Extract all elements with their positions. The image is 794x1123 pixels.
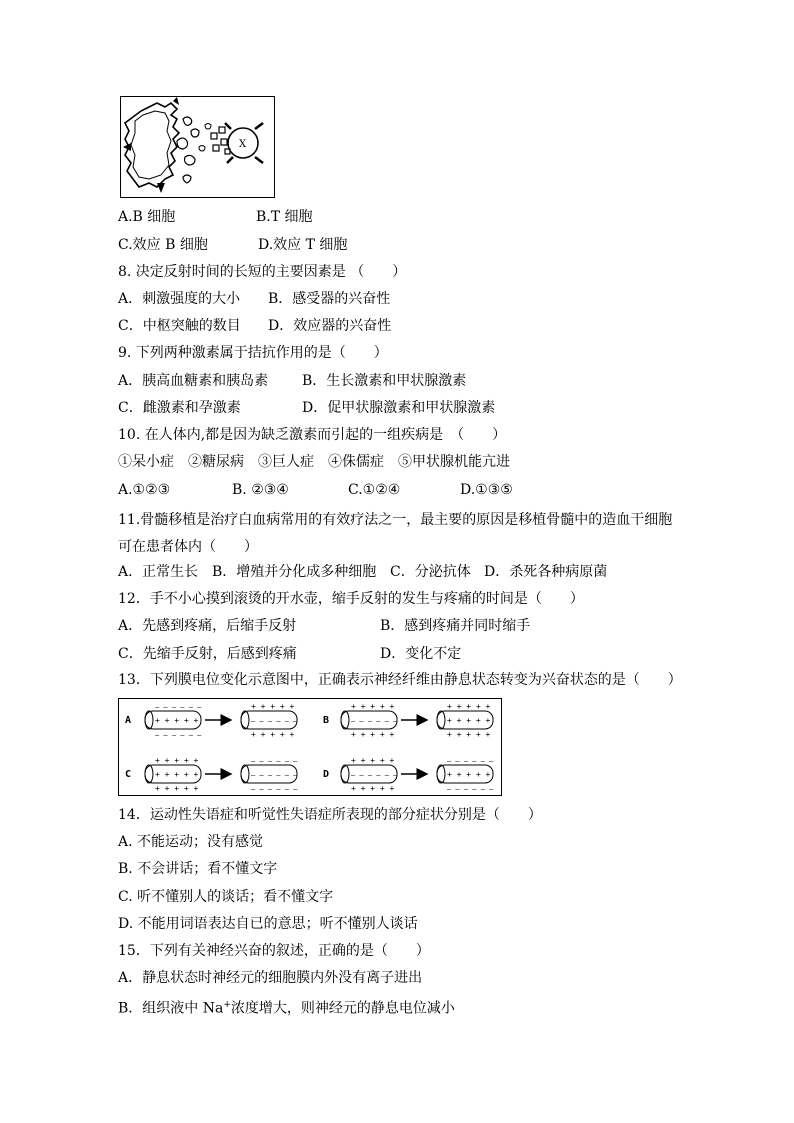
svg-text:+ + + + +: + + + + + [155, 756, 199, 765]
svg-text:+ + + + +: + + + + + [155, 784, 199, 793]
q12-option-b: B．感到疼痛并同时缩手 [380, 618, 531, 634]
q10-items: ①呆小症 ②糖尿病 ③巨人症 ④侏儒症 ⑤甲状腺机能亢进 [118, 454, 510, 470]
q7-option-b: B.T 细胞 [256, 209, 313, 225]
svg-text:+ + + + +: + + + + + [447, 716, 491, 725]
svg-text:– – – – – –: – – – – – – [251, 717, 298, 725]
q11-option-a: A．正常生长 [118, 564, 199, 580]
q10-option-d: D.①③⑤ [460, 482, 513, 498]
svg-text:– – – – – –: – – – – – – [447, 757, 494, 765]
q15-stem: 15．下列有关神经兴奋的叙述，正确的是（ ） [118, 943, 430, 959]
q10-option-c: C.①②④ [348, 482, 401, 498]
q10-stem: 10. 在人体内,都是因为缺乏激素而引起的一组疾病是 （ ） [118, 427, 507, 443]
q9-option-b: B．生长激素和甲状腺激素 [302, 373, 467, 389]
svg-text:– – – – – –: – – – – – – [251, 771, 298, 779]
q7-option-a: A.B 细胞 [118, 209, 176, 225]
svg-text:+ + + + +: + + + + + [351, 730, 395, 739]
q12-option-a: A．先感到疼痛，后缩手反射 [118, 618, 297, 634]
q11-option-b: B．增殖并分化成多种细胞 [212, 564, 377, 580]
q14-option-c: C. 听不懂别人的谈话；看不懂文字 [118, 889, 334, 905]
q8-stem: 8. 决定反射时间的长短的主要因素是 （ ） [118, 264, 407, 280]
svg-text:+ + + + +: + + + + + [251, 730, 295, 739]
q15-option-b-pre: B．组织液中 Na [118, 1000, 224, 1017]
svg-text:+ + + + +: + + + + + [251, 702, 295, 711]
q7-option-c: C.效应 B 细胞 [118, 237, 208, 253]
svg-text:– – – – – –: – – – – – – [351, 771, 398, 779]
q8-option-d: D．效应器的兴奋性 [268, 318, 392, 334]
q7-option-d: D.效应 T 细胞 [258, 237, 348, 253]
q15-option-b-post: 浓度增大，则神经元的静息电位减小 [230, 1000, 455, 1017]
q14-option-a: A. 不能运动；没有感觉 [118, 834, 264, 850]
q10-option-b: B. ②③④ [232, 482, 289, 498]
q11-option-c: C．分泌抗体 [390, 564, 471, 580]
svg-text:+ + + + +: + + + + + [447, 770, 491, 779]
sodium-superscript: + [223, 1000, 231, 1010]
svg-text:+ + + + +: + + + + + [155, 716, 199, 725]
svg-text:+ + + + +: + + + + + [351, 784, 395, 793]
svg-text:– – – – – –: – – – – – – [251, 757, 298, 765]
x-cell-label: X [239, 139, 247, 150]
membrane-potential-figure [118, 698, 502, 796]
q12-option-c: C．先缩手反射，后感到疼痛 [118, 646, 297, 662]
panel-label-c: C [125, 769, 132, 780]
svg-text:+ + + + +: + + + + + [447, 702, 491, 711]
svg-text:– – – – – –: – – – – – – [351, 717, 398, 725]
panel-label-d: D [323, 769, 330, 780]
q13-stem: 13．下列膜电位变化示意图中，正确表示神经纤维由静息状态转变为兴奋状态的是（ ） [118, 672, 682, 688]
svg-text:– – – – – –: – – – – – – [155, 703, 202, 711]
svg-text:– – – – – –: – – – – – – [447, 785, 494, 793]
q9-stem: 9. 下列两种激素属于拮抗作用的是（ ） [118, 345, 388, 361]
q11-stem: 11.骨髓移植是治疗白血病常用的有效疗法之一，最主要的原因是移植骨髓中的造血干细胞可在患者体内（ ） [118, 512, 673, 555]
svg-text:+ + + + +: + + + + + [447, 730, 491, 739]
panel-d [341, 756, 494, 793]
svg-text:+ + + + +: + + + + + [155, 770, 199, 779]
q9-option-d: D．促甲状腺激素和甲状腺激素 [302, 400, 496, 416]
panel-c [145, 756, 298, 793]
panel-label-b: B [323, 715, 330, 726]
cell-attack-figure [120, 96, 275, 198]
svg-text:– – – – – –: – – – – – – [251, 785, 298, 793]
svg-text:– – – – – –: – – – – – – [155, 731, 202, 739]
panel-label-a: A [125, 715, 132, 726]
q10-option-a: A.①②③ [118, 482, 171, 498]
q12-stem: 12．手不小心摸到滚烫的开水壶，缩手反射的发生与疼痛的时间是（ ） [118, 591, 584, 607]
q11-option-d: D．杀死各种病原菌 [484, 564, 608, 580]
q8-option-a: A．刺激强度的大小 [118, 291, 241, 307]
panel-b [341, 702, 493, 739]
q12-option-d: D．变化不定 [380, 646, 462, 662]
panel-a [145, 702, 298, 739]
svg-text:+ + + + +: + + + + + [351, 756, 395, 765]
q15-option-a: A．静息状态时神经元的细胞膜内外没有离子进出 [118, 970, 423, 986]
q8-option-c: C．中枢突触的数目 [118, 318, 241, 334]
q15-option-b [118, 996, 455, 1018]
q14-option-b: B. 不会讲话；看不懂文字 [118, 861, 278, 877]
q14-stem: 14．运动性失语症和听觉性失语症所表现的部分症状分别是（ ） [118, 807, 542, 823]
svg-text:+ + + + +: + + + + + [351, 702, 395, 711]
q8-option-b: B．感受器的兴奋性 [268, 291, 391, 307]
q9-option-c: C．雌激素和孕激素 [118, 400, 241, 416]
q14-option-d: D. 不能用词语表达自已的意思；听不懂别人谈话 [118, 916, 418, 932]
q9-option-a: A．胰高血糖素和胰岛素 [118, 373, 269, 389]
